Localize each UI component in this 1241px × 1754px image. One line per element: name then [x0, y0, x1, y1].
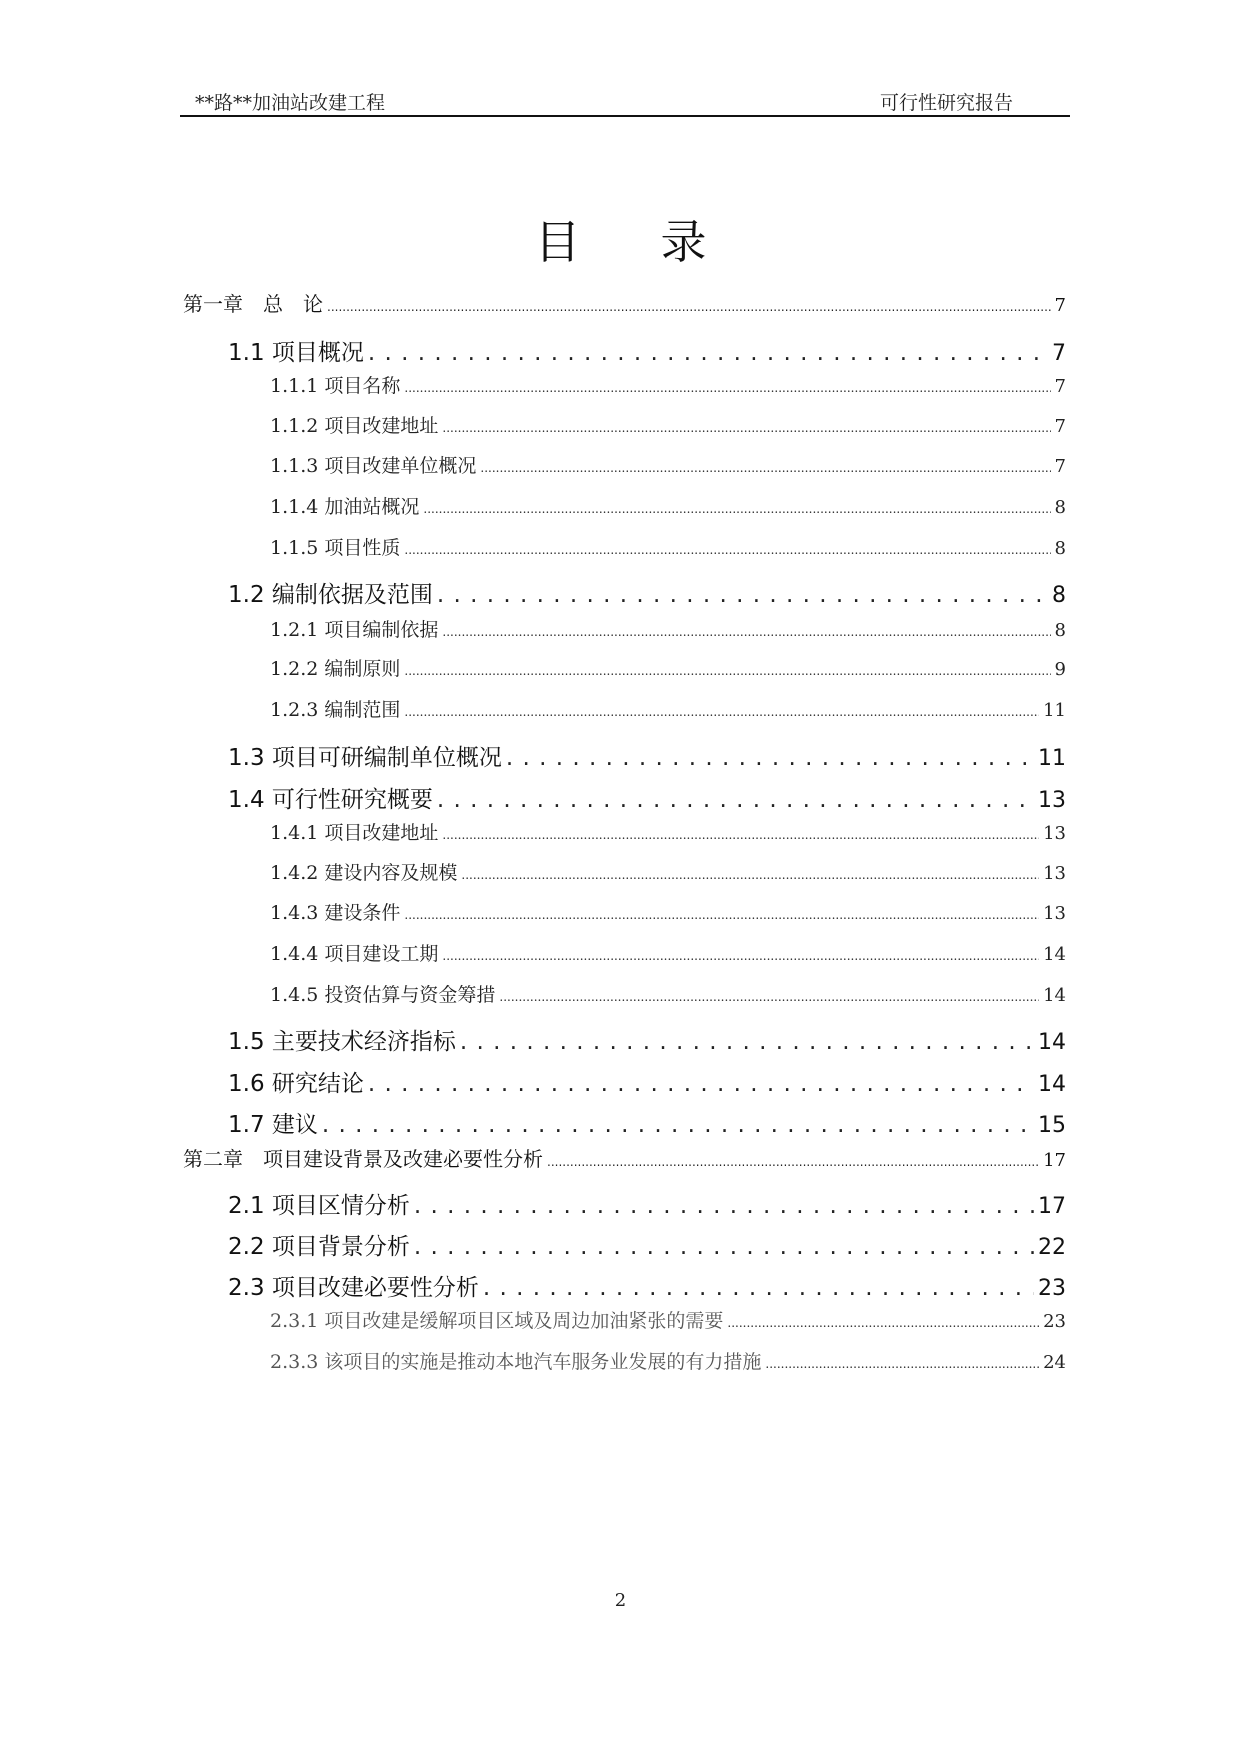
toc-entry[interactable] — [270, 1347, 1066, 1374]
toc-dot-leader — [437, 582, 1048, 608]
toc-entry[interactable] — [270, 451, 1066, 478]
toc-entry-page: 17 — [1038, 1194, 1066, 1219]
header-project-name: **路**加油站改建工程 — [195, 92, 386, 114]
toc-entry[interactable] — [228, 1023, 1066, 1056]
toc-dot-leader — [414, 1193, 1034, 1219]
toc-entry-label: 1.1.2 项目改建地址 — [270, 415, 439, 437]
toc-entry-label: 1.4.3 建设条件 — [270, 902, 401, 924]
toc-entry-label: 1.2.3 编制范围 — [270, 699, 401, 721]
toc-dot-leader — [460, 1029, 1034, 1055]
toc-entry-page: 17 — [1043, 1150, 1066, 1171]
toc-dot-leader — [404, 381, 1050, 395]
toc-entry-page: 15 — [1038, 1113, 1066, 1138]
toc-entry-page: 13 — [1043, 863, 1066, 884]
toc-dot-leader — [499, 990, 1039, 1004]
toc-entry-page: 8 — [1054, 538, 1066, 559]
toc-dot-leader — [480, 461, 1050, 475]
toc-entry[interactable] — [270, 695, 1066, 722]
toc-entry-page: 13 — [1043, 823, 1066, 844]
toc-dot-leader — [442, 421, 1050, 435]
toc-entry-page: 7 — [1054, 456, 1066, 477]
toc-entry-label: 2.3 项目改建必要性分析 — [228, 1275, 479, 1301]
toc-entry-page: 14 — [1043, 944, 1066, 965]
toc-entry-label: 1.6 研究结论 — [228, 1071, 364, 1097]
toc-entry-page: 14 — [1038, 1072, 1066, 1097]
toc-entry[interactable] — [228, 576, 1066, 609]
toc-entry-page: 7 — [1052, 341, 1066, 366]
toc-entry-page: 11 — [1043, 700, 1066, 721]
toc-entry[interactable] — [183, 1143, 1066, 1172]
toc-dot-leader — [442, 625, 1050, 639]
toc-entry-page: 7 — [1054, 376, 1066, 397]
toc-entry[interactable] — [228, 1228, 1066, 1261]
toc-entry-label: 1.2 编制依据及范围 — [228, 582, 433, 608]
toc-entry-page: 13 — [1038, 788, 1066, 813]
toc-entry-page: 8 — [1054, 620, 1066, 641]
toc-entry-page: 11 — [1038, 746, 1066, 771]
toc-entry-label: 2.1 项目区情分析 — [228, 1193, 410, 1219]
toc-entry[interactable] — [183, 288, 1066, 317]
toc-dot-leader — [322, 1112, 1034, 1138]
toc-entry-page: 24 — [1043, 1352, 1066, 1373]
toc-entry[interactable] — [270, 1306, 1066, 1333]
toc-dot-leader — [506, 745, 1034, 771]
toc-entry-label: 第一章 总 论 — [183, 292, 323, 316]
toc-entry-label: 1.2.2 编制原则 — [270, 658, 401, 680]
toc-entry[interactable] — [270, 615, 1066, 642]
toc-dot-leader — [483, 1275, 1034, 1301]
toc-dot-leader — [765, 1357, 1039, 1371]
toc-dot-leader — [423, 502, 1050, 516]
toc-entry[interactable] — [228, 781, 1066, 814]
toc-entry-label: 1.4.5 投资估算与资金筹措 — [270, 984, 496, 1006]
toc-dot-leader — [404, 705, 1039, 719]
toc-entry[interactable] — [228, 334, 1066, 367]
toc-dot-leader — [368, 340, 1048, 366]
toc-entry[interactable] — [270, 939, 1066, 966]
toc-entry-page: 7 — [1054, 295, 1066, 316]
toc-entry-label: 1.1.5 项目性质 — [270, 537, 401, 559]
toc-dot-leader — [442, 828, 1039, 842]
toc-dot-leader — [414, 1234, 1034, 1260]
toc-dot-leader — [404, 543, 1050, 557]
toc-dot-leader — [547, 1155, 1039, 1169]
toc-dot-leader — [404, 664, 1050, 678]
toc-entry[interactable] — [270, 654, 1066, 681]
toc-dot-leader — [437, 787, 1034, 813]
toc-entry-page: 23 — [1038, 1276, 1066, 1301]
toc-entry-label: 1.4.2 建设内容及规模 — [270, 862, 458, 884]
toc-entry-label: 1.3 项目可研编制单位概况 — [228, 745, 502, 771]
toc-entry[interactable] — [270, 411, 1066, 438]
toc-entry[interactable] — [228, 1106, 1066, 1139]
toc-dot-leader — [327, 300, 1051, 314]
toc-entry[interactable] — [270, 371, 1066, 398]
toc-dot-leader — [368, 1071, 1034, 1097]
footer-page-number: 2 — [614, 1590, 627, 1611]
toc-entry-label: 1.1.1 项目名称 — [270, 375, 401, 397]
toc-entry[interactable] — [270, 533, 1066, 560]
toc-entry[interactable] — [270, 492, 1066, 519]
toc-entry[interactable] — [228, 1269, 1066, 1302]
toc-dot-leader — [442, 949, 1039, 963]
header-report-type: 可行性研究报告 — [879, 92, 1013, 114]
toc-entry-page: 14 — [1038, 1030, 1066, 1055]
toc-entry-label: 1.4 可行性研究概要 — [228, 787, 433, 813]
toc-entry-label: 2.2 项目背景分析 — [228, 1234, 410, 1260]
toc-entry[interactable] — [228, 1187, 1066, 1220]
toc-entry-page: 23 — [1043, 1311, 1066, 1332]
toc-entry-label: 1.4.1 项目改建地址 — [270, 822, 439, 844]
toc-entry-label: 2.3.1 项目改建是缓解项目区域及周边加油紧张的需要 — [270, 1310, 724, 1332]
toc-entry[interactable] — [270, 818, 1066, 845]
toc-dot-leader — [404, 908, 1039, 922]
toc-entry-label: 2.3.3 该项目的实施是推动本地汽车服务业发展的有力措施 — [270, 1351, 762, 1373]
toc-entry-page: 8 — [1054, 497, 1066, 518]
toc-entry[interactable] — [228, 739, 1066, 772]
toc-entry-label: 1.5 主要技术经济指标 — [228, 1029, 456, 1055]
toc-title: 目录 — [534, 215, 787, 269]
toc-entry-page: 9 — [1054, 659, 1066, 680]
toc-entry-page: 13 — [1043, 903, 1066, 924]
toc-entry-label: 1.1.4 加油站概况 — [270, 496, 420, 518]
toc-entry-label: 1.4.4 项目建设工期 — [270, 943, 439, 965]
toc-entry-label: 1.1 项目概况 — [228, 340, 364, 366]
toc-entry-label: 1.2.1 项目编制依据 — [270, 619, 439, 641]
toc-entry[interactable] — [270, 898, 1066, 925]
toc-dot-leader — [727, 1316, 1039, 1330]
toc-entry[interactable] — [270, 858, 1066, 885]
toc-entry-page: 7 — [1054, 416, 1066, 437]
toc-entry-label: 1.7 建议 — [228, 1112, 318, 1138]
toc-entry-label: 第二章 项目建设背景及改建必要性分析 — [183, 1147, 543, 1171]
toc-entry[interactable] — [270, 980, 1066, 1007]
toc-entry[interactable] — [228, 1065, 1066, 1098]
toc-dot-leader — [461, 868, 1039, 882]
toc-entry-label: 1.1.3 项目改建单位概况 — [270, 455, 477, 477]
toc-entry-page: 14 — [1043, 985, 1066, 1006]
toc-entry-page: 8 — [1052, 583, 1066, 608]
toc-entry-page: 22 — [1038, 1235, 1066, 1260]
